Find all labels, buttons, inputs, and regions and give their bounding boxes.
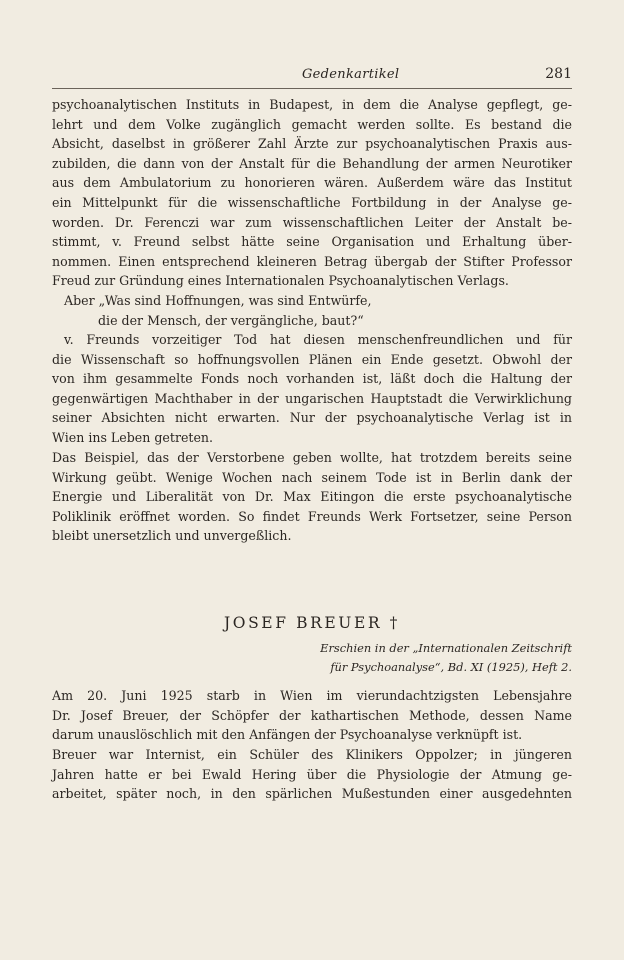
text-line: ein Mittelpunkt für die wissenschaftliche Fortbildung in der Analyse ge- <box>52 194 572 210</box>
paragraph-breuer-career <box>52 745 572 804</box>
text-line: Energie und Liberalität von Dr. Max Eitingon die erste psychoanalytische <box>52 489 572 505</box>
text-line: arbeitet, später noch, in den spärlichen Mußestunden einer ausgedehnten <box>52 786 572 802</box>
text-line: nommen. Einen entsprechend kleineren Betrag übergab der Stifter Professor <box>52 253 572 269</box>
text-line: lehrt und dem Volke zugänglich gemacht werden sollte. Es bestand die <box>52 116 572 132</box>
paragraph-example <box>52 448 572 546</box>
verse-line: Aber „Was sind Hoffnungen, was sind Entwürfe, <box>64 293 372 308</box>
text-line: von ihm gesammelte Fonds noch vorhanden ist, läßt doch die Haltung der <box>52 371 572 387</box>
text-line: Breuer war Internist, ein Schüler des Klinikers Oppolzer; in jüngeren <box>52 747 572 762</box>
text-line: bleibt unersetzlich und unvergeßlich. <box>52 528 292 544</box>
text-line: v. Freunds vorzeitiger Tod hat diesen menschenfreundlichen und für <box>64 332 572 347</box>
verse-quote <box>52 291 572 330</box>
running-title: Gedenkartikel <box>302 67 400 82</box>
text-line: Absicht, daselbst in größerer Zahl Ärzte zur psychoanalytischen Praxis aus- <box>52 136 572 152</box>
text-line: Das Beispiel, das der Verstorbene geben wollte, hat trotzdem bereits seine <box>52 450 572 465</box>
text-line: Poliklinik eröffnet worden. So findet Freunds Werk Fortsetzer, seine Person <box>52 508 572 524</box>
text-line: psychoanalytischen Instituts in Budapest, in dem die Analyse gepflegt, ge- <box>52 97 572 112</box>
paragraph-freund-death <box>52 330 572 448</box>
text-line: Dr. Josef Breuer, der Schöpfer der kathartischen Methode, dessen Name <box>52 707 572 723</box>
text-line: Wirkung geübt. Wenige Wochen nach seinem Tode ist in Berlin dank der <box>52 469 572 485</box>
text-line: zubilden, die dann von der Anstalt für die Behandlung der armen Neurotiker <box>52 155 572 171</box>
source-note <box>320 639 572 678</box>
text-line: Am 20. Juni 1925 starb in Wien im vierundachtzigsten Lebensjahre <box>52 688 572 703</box>
text-line: aus dem Ambulatorium zu honorieren wären. Außerdem wäre das Institut <box>52 175 572 191</box>
page-number: 281 <box>545 66 572 82</box>
text-line: Wien ins Leben getreten. <box>52 429 214 445</box>
source-note-line: für Psychoanalyse“, Bd. XI (1925), Heft 2. <box>330 660 572 675</box>
text-line: Jahren hatte er bei Ewald Hering über die Physiologie der Atmung ge- <box>52 766 572 782</box>
paragraph-breuer-death <box>52 686 572 745</box>
article-title: JOSEF BREUER † <box>223 614 401 632</box>
text-line: worden. Dr. Ferenczi war zum wissenschaftlichen Leiter der Anstalt be- <box>52 214 572 230</box>
text-line: seiner Absichten nicht erwarten. Nur der psychoanalytische Verlag ist in <box>52 410 572 426</box>
text-line: stimmt, v. Freund selbst hätte seine Organisation und Erhaltung über- <box>52 234 572 250</box>
text-line: die Wissenschaft so hoffnungsvollen Plänen ein Ende gesetzt. Obwohl der <box>52 351 572 367</box>
text-line: Freud zur Gründung eines Internationalen Psychoanalytischen Verlags. <box>52 273 509 289</box>
verse-line: die der Mensch, der vergängliche, baut?“ <box>98 312 364 328</box>
paragraph-institute <box>52 95 572 291</box>
text-line: darum unauslöschlich mit den Anfängen der Psychoanalyse verknüpft ist. <box>52 727 523 743</box>
running-header <box>52 66 572 89</box>
text-line: gegenwärtigen Machthaber in der ungarischen Hauptstadt die Verwirklichung <box>52 390 572 406</box>
source-note-line: Erschien in der „Internationalen Zeitschrift <box>320 641 572 655</box>
